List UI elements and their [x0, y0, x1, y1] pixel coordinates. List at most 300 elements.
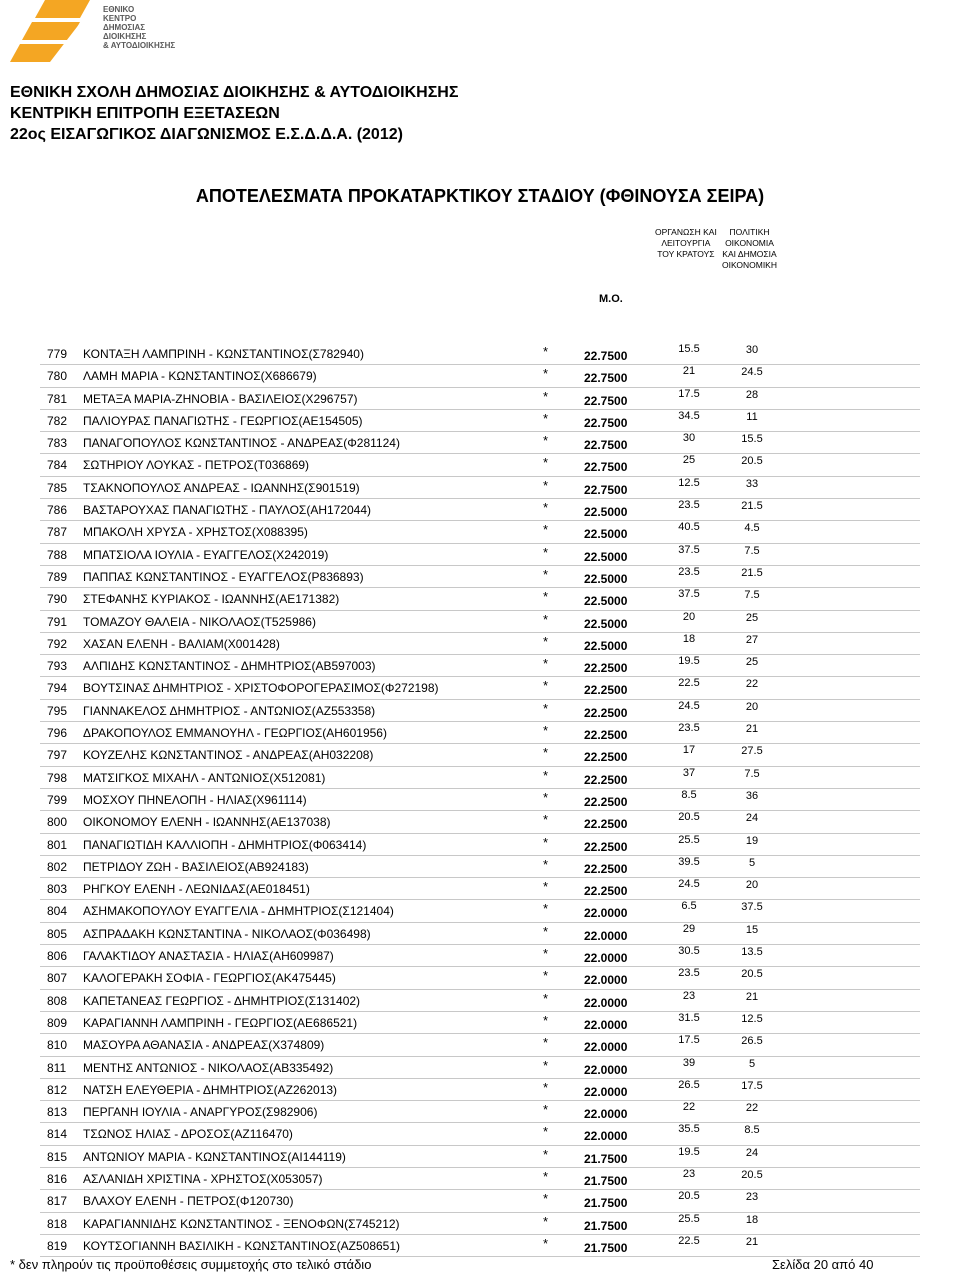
average-score: 22.5000 — [584, 594, 628, 609]
average-score: 22.2500 — [584, 817, 628, 832]
table-row — [40, 744, 920, 766]
table-row — [40, 1079, 920, 1101]
score-state-organization: 35.5 — [678, 1123, 700, 1136]
table-row — [40, 789, 920, 811]
table-row — [40, 1012, 920, 1034]
average-score: 22.0000 — [584, 1040, 628, 1055]
score-state-organization: 26.5 — [678, 1078, 700, 1091]
candidate-name: ΚΑΡΑΓΙΑΝΝΙΔΗΣ ΚΩΝΣΤΑΝΤΙΝΟΣ - ΞΕΝΟΦΩΝ(Σ745212) — [83, 1216, 400, 1231]
score-state-organization: 22.5 — [678, 677, 700, 690]
row-number: 786 — [47, 503, 68, 518]
score-state-organization: 23 — [682, 989, 696, 1002]
column-header-average: Μ.Ο. — [599, 293, 623, 305]
average-score: 21.7500 — [584, 1196, 628, 1211]
table-row — [40, 677, 920, 699]
score-political-economy: 23 — [745, 1191, 759, 1204]
row-number: 803 — [47, 882, 68, 897]
table-row — [40, 1235, 920, 1257]
candidate-name: ΜΠΑΚΟΛΗ ΧΡΥΣΑ - ΧΡΗΣΤΟΣ(Χ088395) — [83, 525, 308, 540]
ineligible-mark: * — [543, 879, 549, 895]
candidate-name: ΠΑΝΑΓΙΩΤΙΔΗ ΚΑΛΛΙΟΠΗ - ΔΗΜΗΤΡΙΟΣ(Φ063414) — [83, 837, 367, 852]
score-political-economy: 30 — [745, 344, 759, 356]
table-row — [40, 365, 920, 387]
logo-text — [103, 5, 175, 50]
score-political-economy: 24 — [745, 1146, 759, 1159]
candidate-name: ΣΤΕΦΑΝΗΣ ΚΥΡΙΑΚΟΣ - ΙΩΑΝΝΗΣ(ΑΕ171382) — [83, 592, 340, 607]
ineligible-mark: * — [543, 544, 549, 560]
table-row — [40, 343, 920, 365]
row-number: 804 — [47, 904, 68, 919]
header-school: ΕΘΝΙΚΗ ΣΧΟΛΗ ΔΗΜΟΣΙΑΣ ΔΙΟΙΚΗΣΗΣ & ΑΥΤΟΔΙΟΙΚΗΣΗΣ — [10, 84, 459, 101]
ineligible-mark: * — [543, 678, 549, 694]
table-row — [40, 990, 920, 1012]
ineligible-mark: * — [543, 1213, 549, 1229]
table-row — [40, 700, 920, 722]
row-number: 817 — [47, 1194, 68, 1209]
average-score: 22.5000 — [584, 505, 628, 520]
table-row — [40, 1057, 920, 1079]
score-political-economy: 12.5 — [741, 1012, 763, 1025]
score-political-economy: 33 — [745, 477, 759, 490]
row-number: 780 — [47, 369, 68, 384]
table-row — [40, 767, 920, 789]
ineligible-mark: * — [543, 366, 549, 382]
page-title: ΑΠΟΤΕΛΕΣΜΑΤΑ ΠΡΟΚΑΤΑΡΚΤΙΚΟΥ ΣΤΑΔΙΟΥ (ΦΘΙΝΟΥΣΑ ΣΕΙΡΑ) — [195, 186, 765, 206]
table-row — [40, 1146, 920, 1168]
ineligible-mark: * — [543, 1102, 549, 1118]
ineligible-mark: * — [543, 633, 549, 649]
average-score: 22.5000 — [584, 549, 628, 564]
row-number: 795 — [47, 703, 68, 718]
candidate-name: ΑΣΛΑΝΙΔΗ ΧΡΙΣΤΙΝΑ - ΧΡΗΣΤΟΣ(Χ053057) — [83, 1171, 323, 1186]
row-number: 809 — [47, 1015, 68, 1030]
candidate-name: ΠΑΛΙΟΥΡΑΣ ΠΑΝΑΓΙΩΤΗΣ - ΓΕΩΡΓΙΟΣ(ΑΕ154505) — [83, 413, 363, 428]
score-state-organization: 24.5 — [678, 878, 700, 891]
column-header-line: ΤΟΥ ΚΡΑΤΟΥΣ — [657, 249, 715, 259]
candidate-name: ΚΟΥΤΣΟΓΙΑΝΝΗ ΒΑΣΙΛΙΚΗ - ΚΩΝΣΤΑΝΤΙΝΟΣ(ΑΖ508651) — [83, 1238, 401, 1253]
score-state-organization: 23.5 — [678, 722, 700, 735]
row-number: 819 — [47, 1238, 68, 1253]
column-header-state-organization — [655, 227, 717, 260]
average-score: 22.5000 — [584, 571, 628, 586]
ineligible-mark: * — [543, 923, 549, 939]
ineligible-mark: * — [543, 745, 549, 761]
row-number: 782 — [47, 413, 68, 428]
score-political-economy: 26.5 — [741, 1035, 763, 1048]
candidate-name: ΚΟΥΖΕΛΗΣ ΚΩΝΣΤΑΝΤΙΝΟΣ - ΑΝΔΡΕΑΣ(ΑΗ032208) — [83, 748, 374, 763]
score-political-economy: 20.5 — [741, 455, 763, 468]
score-state-organization: 6.5 — [681, 900, 697, 913]
score-state-organization: 40.5 — [678, 521, 700, 534]
score-political-economy: 15 — [745, 923, 759, 936]
header-competition: 22ος ΕΙΣΑΓΩΓΙΚΟΣ ΔΙΑΓΩΝΙΣΜΟΣ Ε.Σ.Δ.Δ.Α. (2012) — [10, 126, 403, 143]
average-score: 22.2500 — [584, 884, 628, 899]
candidate-name: ΚΑΛΟΓΕΡΑΚΗ ΣΟΦΙΑ - ΓΕΩΡΓΙΟΣ(ΑΚ475445) — [83, 971, 336, 986]
average-score: 22.7500 — [584, 438, 628, 453]
logo-emblem-icon — [10, 0, 100, 80]
row-number: 806 — [47, 949, 68, 964]
column-header-line: ΟΙΚΟΝΟΜΙΚΗ — [722, 260, 777, 270]
ineligible-mark: * — [543, 812, 549, 828]
score-state-organization: 23.5 — [678, 967, 700, 980]
score-political-economy: 27 — [745, 633, 759, 646]
row-number: 793 — [47, 659, 68, 674]
candidate-name: ΜΑΣΟΥΡΑ ΑΘΑΝΑΣΙΑ - ΑΝΔΡΕΑΣ(Χ374809) — [83, 1038, 325, 1053]
score-state-organization: 22.5 — [678, 1234, 700, 1247]
candidate-name: ΝΑΤΣΗ ΕΛΕΥΘΕΡΙΑ - ΔΗΜΗΤΡΙΟΣ(ΑΖ262013) — [83, 1082, 338, 1097]
average-score: 22.2500 — [584, 705, 628, 720]
logo-line: ΔΗΜΟΣΙΑΣ — [103, 23, 146, 32]
score-political-economy: 7.5 — [744, 767, 760, 780]
score-political-economy: 5 — [748, 1057, 756, 1070]
average-score: 22.2500 — [584, 661, 628, 676]
score-state-organization: 24.5 — [678, 699, 700, 712]
average-score: 22.7500 — [584, 460, 628, 475]
ineligible-mark: * — [543, 1057, 549, 1073]
score-state-organization: 29 — [682, 922, 696, 935]
eka-logo — [10, 0, 176, 80]
candidate-name: ΠΑΝΑΓΟΠΟΥΛΟΣ ΚΩΝΣΤΑΝΤΙΝΟΣ - ΑΝΔΡΕΑΣ(Φ281124) — [83, 436, 400, 451]
score-state-organization: 37 — [682, 766, 696, 779]
ineligible-mark: * — [543, 1124, 549, 1140]
score-state-organization: 25 — [682, 454, 696, 467]
row-number: 791 — [47, 614, 68, 629]
table-row — [40, 811, 920, 833]
table-row — [40, 834, 920, 856]
score-state-organization: 22 — [682, 1101, 696, 1114]
row-number: 808 — [47, 993, 68, 1008]
candidate-name: ΒΛΑΧΟΥ ΕΛΕΝΗ - ΠΕΤΡΟΣ(Φ120730) — [83, 1194, 294, 1209]
score-state-organization: 34.5 — [678, 409, 700, 422]
row-number: 810 — [47, 1038, 68, 1053]
ineligible-mark: * — [543, 1168, 549, 1184]
row-number: 816 — [47, 1171, 68, 1186]
ineligible-mark: * — [543, 500, 549, 516]
ineligible-mark: * — [543, 1191, 549, 1207]
average-score: 22.2500 — [584, 861, 628, 876]
row-number: 779 — [47, 347, 68, 361]
table-row — [40, 566, 920, 588]
ineligible-mark: * — [543, 611, 549, 627]
ineligible-mark: * — [543, 589, 549, 605]
table-row — [40, 967, 920, 989]
table-row — [40, 410, 920, 432]
row-number: 781 — [47, 391, 68, 406]
table-row — [40, 1034, 920, 1056]
column-header-line: ΠΟΛΙΤΙΚΗ — [729, 227, 770, 237]
table-row — [40, 856, 920, 878]
score-state-organization: 15.5 — [678, 343, 700, 355]
row-number: 802 — [47, 859, 68, 874]
score-political-economy: 21.5 — [741, 566, 763, 579]
row-number: 794 — [47, 681, 68, 696]
candidate-name: ΜΑΤΣΙΓΚΟΣ ΜΙΧΑΗΛ - ΑΝΤΩΝΙΟΣ(Χ512081) — [83, 770, 326, 785]
row-number: 796 — [47, 726, 68, 741]
score-political-economy: 36 — [745, 789, 759, 802]
table-row — [40, 722, 920, 744]
ineligible-mark: * — [543, 968, 549, 984]
average-score: 21.7500 — [584, 1218, 628, 1233]
candidate-name: ΚΑΠΕΤΑΝΕΑΣ ΓΕΩΡΓΙΟΣ - ΔΗΜΗΤΡΙΟΣ(Σ131402) — [83, 993, 361, 1008]
average-score: 22.5000 — [584, 638, 628, 653]
average-score: 22.2500 — [584, 683, 628, 698]
table-row — [40, 655, 920, 677]
average-score: 22.0000 — [584, 951, 628, 966]
table-row — [40, 923, 920, 945]
candidate-name: ΑΛΠΙΔΗΣ ΚΩΝΣΤΑΝΤΙΝΟΣ - ΔΗΜΗΤΡΙΟΣ(ΑΒ597003) — [83, 659, 376, 674]
score-state-organization: 39 — [682, 1056, 696, 1069]
score-political-economy: 21 — [745, 1235, 759, 1248]
logo-line: & ΑΥΤΟΔΙΟΙΚΗΣΗΣ — [103, 41, 176, 50]
score-political-economy: 20 — [745, 700, 759, 713]
candidate-name: ΒΟΥΤΣΙΝΑΣ ΔΗΜΗΤΡΙΟΣ - ΧΡΙΣΤΟΦΟΡΟΓΕΡΑΣΙΜΟΣ(Φ272198) — [83, 681, 439, 696]
score-political-economy: 13.5 — [741, 946, 763, 959]
candidate-name: ΑΣΠΡΑΔΑΚΗ ΚΩΝΣΤΑΝΤΙΝΑ - ΝΙΚΟΛΑΟΣ(Φ036498) — [83, 926, 371, 941]
candidate-name: ΑΝΤΩΝΙΟΥ ΜΑΡΙΑ - ΚΩΝΣΤΑΝΤΙΝΟΣ(ΑΙ144119) — [83, 1149, 346, 1164]
score-political-economy: 20 — [745, 879, 759, 892]
average-score: 22.2500 — [584, 772, 628, 787]
page-number: Σελίδα 20 από 40 — [772, 1257, 874, 1272]
ineligible-mark: * — [543, 566, 549, 582]
table-row — [40, 477, 920, 499]
logo-line: ΔΙΟΙΚΗΣΗΣ — [103, 32, 147, 41]
score-state-organization: 8.5 — [681, 788, 697, 801]
row-number: 811 — [47, 1060, 67, 1075]
ineligible-mark: * — [543, 901, 549, 917]
candidate-name: ΓΑΛΑΚΤΙΔΟΥ ΑΝΑΣΤΑΣΙΑ - ΗΛΙΑΣ(ΑΗ609987) — [83, 949, 334, 964]
table-row — [40, 945, 920, 967]
table-row — [40, 588, 920, 610]
candidate-name: ΤΣΩΝΟΣ ΗΛΙΑΣ - ΔΡΟΣΟΣ(ΑΖ116470) — [83, 1127, 293, 1142]
score-state-organization: 37.5 — [678, 588, 700, 601]
candidate-name: ΑΣΗΜΑΚΟΠΟΥΛΟΥ ΕΥΑΓΓΕΛΙΑ - ΔΗΜΗΤΡΙΟΣ(Σ121404) — [83, 904, 394, 919]
candidate-name: ΜΕΤΑΞΑ ΜΑΡΙΑ-ΖΗΝΟΒΙΑ - ΒΑΣΙΛΕΙΟΣ(Χ296757) — [83, 391, 358, 406]
column-header-line: ΚΑΙ ΔΗΜΟΣΙΑ — [722, 249, 777, 259]
table-row — [40, 633, 920, 655]
ineligible-mark: * — [543, 1012, 549, 1028]
ineligible-mark: * — [543, 700, 549, 716]
ineligible-mark: * — [543, 433, 549, 449]
score-state-organization: 31.5 — [678, 1011, 700, 1024]
score-state-organization: 17.5 — [678, 1034, 700, 1047]
score-state-organization: 23.5 — [678, 499, 700, 512]
table-row — [40, 521, 920, 543]
ineligible-mark: * — [543, 1146, 549, 1162]
score-political-economy: 7.5 — [744, 589, 760, 602]
column-header-political-economy — [722, 227, 777, 271]
score-political-economy: 37.5 — [741, 901, 763, 914]
row-number: 789 — [47, 569, 68, 584]
table-row — [40, 499, 920, 521]
average-score: 22.0000 — [584, 1062, 628, 1077]
ineligible-mark: * — [543, 410, 549, 426]
score-state-organization: 25.5 — [678, 1212, 700, 1225]
row-number: 814 — [47, 1127, 68, 1142]
row-number: 807 — [47, 971, 68, 986]
score-state-organization: 25.5 — [678, 833, 700, 846]
candidate-name: ΠΕΤΡΙΔΟΥ ΖΩΗ - ΒΑΣΙΛΕΙΟΣ(ΑΒ924183) — [83, 859, 309, 874]
score-state-organization: 21 — [682, 365, 696, 378]
average-score: 22.5000 — [584, 527, 628, 542]
average-score: 22.7500 — [584, 482, 628, 497]
score-political-economy: 17.5 — [741, 1079, 763, 1092]
average-score: 22.0000 — [584, 906, 628, 921]
row-number: 787 — [47, 525, 68, 540]
column-header-line: ΛΕΙΤΟΥΡΓΙΑ — [661, 238, 711, 248]
ineligible-mark: * — [543, 1235, 549, 1251]
table-row — [40, 1190, 920, 1212]
score-state-organization: 30 — [682, 432, 696, 445]
ineligible-mark: * — [543, 522, 549, 538]
column-header-line: ΟΡΓΑΝΩΣΗ ΚΑΙ — [655, 227, 717, 237]
candidate-name: ΔΡΑΚΟΠΟΥΛΟΣ ΕΜΜΑΝΟΥΗΛ - ΓΕΩΡΓΙΟΣ(ΑΗ601956) — [83, 726, 387, 741]
average-score: 22.2500 — [584, 839, 628, 854]
ineligible-mark: * — [543, 834, 549, 850]
score-state-organization: 17.5 — [678, 387, 700, 400]
row-number: 800 — [47, 815, 68, 830]
row-number: 790 — [47, 592, 68, 607]
ineligible-mark: * — [543, 789, 549, 805]
average-score: 22.0000 — [584, 1017, 628, 1032]
candidate-name: ΛΑΜΗ ΜΑΡΙΑ - ΚΩΝΣΤΑΝΤΙΝΟΣ(Χ686679) — [83, 369, 317, 384]
average-score: 21.7500 — [584, 1173, 628, 1188]
score-political-economy: 7.5 — [744, 544, 760, 557]
candidate-name: ΚΑΡΑΓΙΑΝΝΗ ΛΑΜΠΡΙΝΗ - ΓΕΩΡΓΙΟΣ(ΑΕ686521) — [83, 1015, 358, 1030]
row-number: 813 — [47, 1105, 68, 1120]
score-political-economy: 24.5 — [741, 366, 763, 379]
candidate-name: ΤΣΑΚΝΟΠΟΥΛΟΣ ΑΝΔΡΕΑΣ - ΙΩΑΝΝΗΣ(Σ901519) — [83, 480, 360, 495]
average-score: 22.7500 — [584, 393, 628, 408]
average-score: 22.0000 — [584, 1129, 628, 1144]
candidate-name: ΡΗΓΚΟΥ ΕΛΕΝΗ - ΛΕΩΝΙΔΑΣ(ΑΕ018451) — [83, 882, 310, 897]
score-state-organization: 17 — [682, 744, 696, 757]
candidate-name: ΠΑΠΠΑΣ ΚΩΝΣΤΑΝΤΙΝΟΣ - ΕΥΑΓΓΕΛΟΣ(Ρ836893) — [83, 569, 364, 584]
score-political-economy: 25 — [745, 656, 759, 669]
table-row — [40, 432, 920, 454]
score-state-organization: 19.5 — [678, 1145, 700, 1158]
table-row — [40, 544, 920, 566]
score-political-economy: 21 — [745, 990, 759, 1003]
ineligible-mark: * — [543, 767, 549, 783]
candidate-name: ΜΕΝΤΗΣ ΑΝΤΩΝΙΟΣ - ΝΙΚΟΛΑΟΣ(ΑΒ335492) — [83, 1060, 334, 1075]
score-political-economy: 24 — [745, 812, 759, 825]
score-political-economy: 21 — [745, 723, 759, 736]
row-number: 805 — [47, 926, 68, 941]
score-state-organization: 20.5 — [678, 1190, 700, 1203]
score-state-organization: 18 — [682, 632, 696, 645]
average-score: 22.0000 — [584, 928, 628, 943]
average-score: 22.7500 — [584, 349, 628, 363]
score-political-economy: 28 — [745, 388, 759, 401]
score-political-economy: 15.5 — [741, 433, 763, 446]
table-row — [40, 611, 920, 633]
candidate-name: ΜΠΑΤΣΙΟΛΑ ΙΟΥΛΙΑ - ΕΥΑΓΓΕΛΟΣ(Χ242019) — [83, 547, 329, 562]
table-row — [40, 900, 920, 922]
header-committee: ΚΕΝΤΡΙΚΗ ΕΠΙΤΡΟΠΗ ΕΞΕΤΑΣΕΩΝ — [10, 105, 280, 122]
average-score: 22.2500 — [584, 794, 628, 809]
score-political-economy: 4.5 — [744, 522, 760, 535]
average-score: 22.0000 — [584, 1084, 628, 1099]
ineligible-mark: * — [543, 455, 549, 471]
ineligible-mark: * — [543, 946, 549, 962]
table-row — [40, 388, 920, 410]
row-number: 784 — [47, 458, 68, 473]
ineligible-mark: * — [543, 477, 549, 493]
row-number: 801 — [47, 837, 68, 852]
score-political-economy: 5 — [748, 856, 756, 869]
column-header-line: ΟΙΚΟΝΟΜΙΑ — [725, 238, 774, 248]
ineligible-mark: * — [543, 656, 549, 672]
table-row — [40, 1213, 920, 1235]
table-row — [40, 878, 920, 900]
ineligible-mark: * — [543, 388, 549, 404]
score-political-economy: 20.5 — [741, 968, 763, 981]
candidate-name: ΤΟΜΑΖΟΥ ΘΑΛΕΙΑ - ΝΙΚΟΛΑΟΣ(Τ525986) — [83, 614, 316, 629]
score-state-organization: 19.5 — [678, 655, 700, 668]
row-number: 785 — [47, 480, 68, 495]
score-state-organization: 23 — [682, 1167, 696, 1180]
score-state-organization: 20.5 — [678, 811, 700, 824]
table-row — [40, 454, 920, 476]
average-score: 22.0000 — [584, 995, 628, 1010]
score-political-economy: 19 — [745, 834, 759, 847]
row-number: 815 — [47, 1149, 68, 1164]
score-political-economy: 22 — [745, 1102, 759, 1115]
results-table — [40, 343, 920, 1257]
candidate-name: ΚΟΝΤΑΞΗ ΛΑΜΠΡΙΝΗ - ΚΩΝΣΤΑΝΤΙΝΟΣ(Σ782940) — [83, 347, 364, 361]
score-political-economy: 18 — [745, 1213, 759, 1226]
row-number: 797 — [47, 748, 68, 763]
score-political-economy: 22 — [745, 678, 759, 691]
row-number: 798 — [47, 770, 68, 785]
logo-line: ΕΘΝΙΚΟ — [103, 5, 135, 14]
average-score: 22.5000 — [584, 616, 628, 631]
score-political-economy: 8.5 — [744, 1124, 760, 1137]
logo-line: ΚΕΝΤΡΟ — [103, 14, 137, 23]
row-number: 792 — [47, 636, 68, 651]
ineligible-mark: * — [543, 856, 549, 872]
row-number: 799 — [47, 792, 68, 807]
score-state-organization: 23.5 — [678, 565, 700, 578]
average-score: 22.0000 — [584, 1107, 628, 1122]
score-political-economy: 27.5 — [741, 745, 763, 758]
average-score: 22.7500 — [584, 371, 628, 386]
average-score: 21.7500 — [584, 1240, 628, 1255]
score-state-organization: 39.5 — [678, 855, 700, 868]
score-state-organization: 20 — [682, 610, 696, 623]
score-political-economy: 11 — [746, 410, 758, 423]
candidate-name: ΧΑΣΑΝ ΕΛΕΝΗ - ΒΑΛΙΑΜ(Χ001428) — [83, 636, 280, 651]
score-state-organization: 12.5 — [678, 476, 700, 489]
score-political-economy: 21.5 — [741, 500, 763, 513]
table-row — [40, 1168, 920, 1190]
candidate-name: ΣΩΤΗΡΙΟΥ ΛΟΥΚΑΣ - ΠΕΤΡΟΣ(Τ036869) — [83, 458, 310, 473]
table-row — [40, 1123, 920, 1145]
candidate-name: ΠΕΡΓΑΝΗ ΙΟΥΛΙΑ - ΑΝΑΡΓΥΡΟΣ(Σ982906) — [83, 1105, 318, 1120]
score-political-economy: 20.5 — [741, 1168, 763, 1181]
ineligible-mark: * — [543, 344, 549, 359]
ineligible-mark: * — [543, 990, 549, 1006]
footer-note: * δεν πληρούν τις προϋποθέσεις συμμετοχής στο τελικό στάδιο — [10, 1257, 372, 1272]
score-state-organization: 30.5 — [678, 945, 700, 958]
row-number: 788 — [47, 547, 68, 562]
score-political-economy: 25 — [745, 611, 759, 624]
row-number: 812 — [47, 1082, 68, 1097]
row-number: 818 — [47, 1216, 68, 1231]
average-score: 22.7500 — [584, 415, 628, 430]
average-score: 22.0000 — [584, 973, 628, 988]
candidate-name: ΒΑΣΤΑΡΟΥΧΑΣ ΠΑΝΑΓΙΩΤΗΣ - ΠΑΥΛΟΣ(ΑΗ172044) — [83, 503, 372, 518]
